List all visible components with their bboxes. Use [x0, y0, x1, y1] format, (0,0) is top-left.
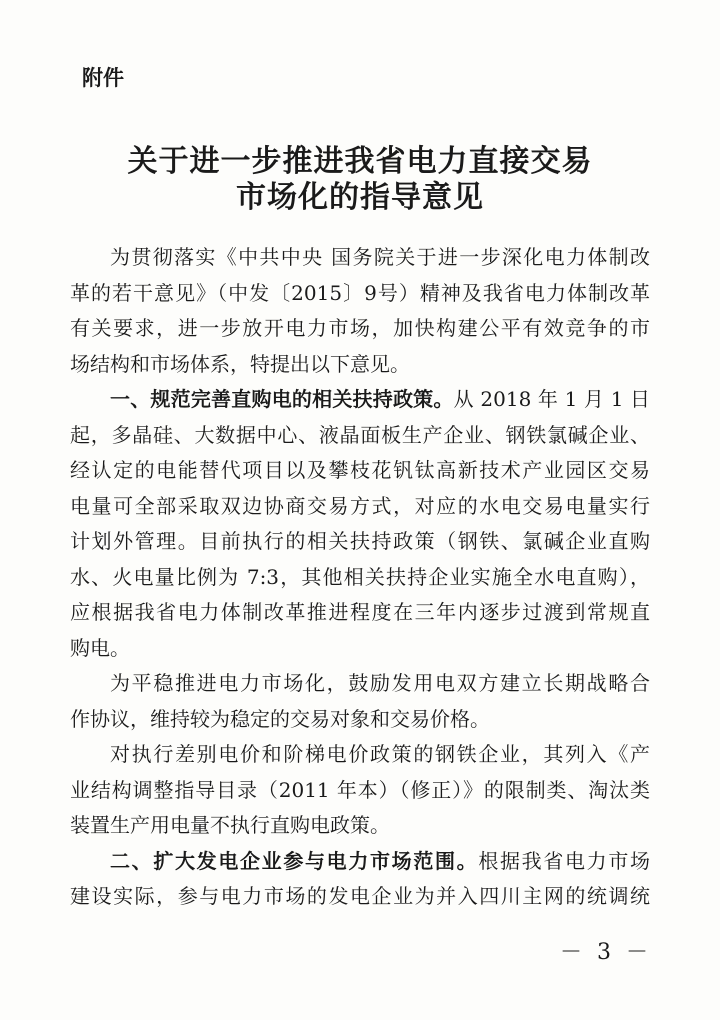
text-line — [70, 276, 650, 312]
text-line — [70, 879, 650, 915]
attachment-label: 附件 — [82, 65, 124, 90]
section-heading: 一、规范完善直购电的相关扶持政策。 — [110, 387, 454, 411]
line-text: 应根据我省电力体制改革推进程度在三年内逐步过渡到常规直 — [70, 600, 650, 624]
text-line — [70, 418, 650, 454]
line-text: 起，多晶硅、大数据中心、液晶面板生产企业、钢铁氯碱企业、 — [70, 422, 650, 447]
line-text: 作协议，维持较为稳定的交易对象和交易价格。 — [70, 706, 490, 731]
line-text: 从 2018 年 1 月 1 日 — [453, 387, 651, 411]
text-line — [70, 240, 650, 276]
line-text: 购电。 — [70, 635, 130, 660]
text-line — [70, 382, 650, 418]
line-text: 装置生产用电量不执行直购电政策。 — [70, 813, 390, 837]
text-line — [70, 666, 650, 702]
text-line — [70, 631, 650, 667]
text-line — [70, 773, 650, 809]
line-text: 革的若干意见》（中发〔2015〕9号）精神及我省电力体制改革 — [70, 280, 650, 305]
line-text: 建设实际，参与电力市场的发电企业为并入四川主网的统调统 — [70, 884, 650, 908]
text-line — [70, 737, 650, 773]
document-title-line-1: 关于进一步推进我省电力直接交易 — [127, 144, 593, 179]
text-line — [70, 489, 650, 525]
document-body — [70, 240, 650, 915]
line-text: 为平稳推进电力市场化，鼓励发用电双方建立长期战略合 — [110, 671, 650, 695]
line-text: 电量可全部采取双边协商交易方式，对应的水电交易电量实行 — [70, 493, 650, 518]
line-text: 场结构和市场体系，特提出以下意见。 — [70, 351, 410, 376]
text-line — [70, 808, 650, 844]
line-text: 对执行差别电价和阶梯电价政策的钢铁企业，其列入《产 — [110, 742, 650, 766]
text-line — [70, 595, 650, 631]
text-line — [70, 844, 650, 880]
line-text: 经认定的电能替代项目以及攀枝花钒钛高新技术产业园区交易 — [70, 458, 650, 482]
text-line — [70, 311, 650, 347]
line-text: 根据我省电力市场 — [478, 848, 651, 873]
line-text: 为贯彻落实《中共中央 国务院关于进一步深化电力体制改 — [110, 245, 650, 269]
line-text: 计划外管理。目前执行的相关扶持政策（钢铁、氯碱企业直购 — [70, 529, 650, 553]
line-text: 有关要求，进一步放开电力市场，加快构建公平有效竞争的市 — [70, 316, 650, 340]
document-title-line-2: 市场化的指导意见 — [236, 180, 484, 215]
text-line — [70, 453, 650, 489]
line-text: 业结构调整指导目录（2011 年本）（修正）》的限制类、淘汰类 — [70, 777, 650, 802]
text-line — [70, 560, 650, 596]
text-line — [70, 524, 650, 560]
text-line — [70, 702, 650, 738]
page-number: － 3 － — [560, 940, 652, 965]
text-line — [70, 347, 650, 383]
section-heading: 二、扩大发电企业参与电力市场范围。 — [110, 848, 479, 873]
line-text: 水、火电量比例为 7:3，其他相关扶持企业实施全水电直购）， — [70, 564, 650, 589]
